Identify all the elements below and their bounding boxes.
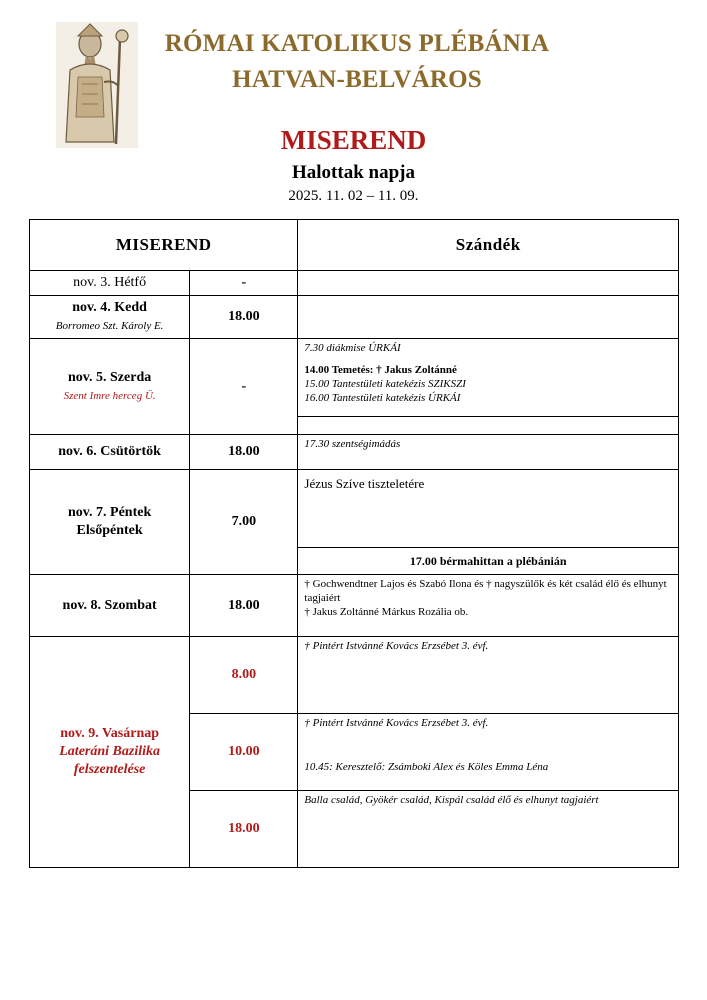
day-label: nov. 4. Kedd	[72, 300, 147, 315]
table-row	[30, 271, 679, 296]
intention-line: 16.00 Tantestületi katekézis ÚRKÁI	[304, 392, 461, 404]
intention-line: † Pintért Istvánné Kovács Erzsébet 3. évf.	[304, 717, 489, 729]
table-row	[30, 339, 679, 417]
intention-line: 10.45: Keresztelő: Zsámboki Alex és Köles Emma Léna	[304, 761, 549, 773]
intention-cell: † Pintért Istvánné Kovács Erzsébet 3. évf.	[298, 637, 679, 714]
day-cell	[30, 435, 190, 470]
note-cell: 17.00 bérmahittan a plébánián	[298, 548, 679, 575]
date-range: 2025. 11. 02 – 11. 09.	[288, 188, 419, 204]
intention-cell	[298, 714, 679, 791]
time-cell: 18.00	[190, 296, 298, 339]
mass-schedule-table	[29, 219, 679, 868]
day-cell	[30, 296, 190, 339]
intention-cell	[298, 575, 679, 637]
table-row	[30, 470, 679, 548]
day-label: nov. 9. Vasárnap	[60, 726, 160, 741]
intention-line: 14.00 Temetés: † Jakus Zoltánné	[304, 364, 457, 376]
table-row	[30, 435, 679, 470]
time-cell: 10.00	[190, 714, 298, 791]
day-cell	[30, 637, 190, 868]
page-subtitle: Halottak napja	[292, 162, 415, 183]
intention-cell	[298, 296, 679, 339]
intention-cell: 17.30 szentségimádás	[298, 435, 679, 470]
intention-cell	[298, 417, 679, 435]
table-row	[30, 296, 679, 339]
intention-line: † Gochwendtner Lajos és Szabó Ilona és † nagyszülők és két család élő és elhunyt tagjaiért	[304, 578, 667, 604]
time-cell: 18.00	[190, 791, 298, 868]
time-cell: -	[190, 339, 298, 435]
intention-cell: Balla család, Gyökér család, Kispál család élő és elhunyt tagjaiért	[298, 791, 679, 868]
intention-header: Szándék	[298, 220, 679, 271]
feast-label: Lateráni Bazilika	[59, 744, 160, 759]
day-cell	[30, 575, 190, 637]
table-row	[30, 575, 679, 637]
day-label: nov. 5. Szerda	[68, 369, 152, 385]
day-label: nov. 3. Hétfő	[73, 275, 147, 290]
day-label: nov. 7. Péntek	[68, 505, 152, 520]
table-header-row	[30, 220, 679, 271]
time-cell: 18.00	[190, 575, 298, 637]
schedule-header: MISEREND	[30, 220, 298, 271]
time-cell: 7.00	[190, 470, 298, 575]
time-cell: -	[190, 271, 298, 296]
day-cell	[30, 339, 190, 435]
day-sublabel: Elsőpéntek	[76, 523, 143, 538]
day-label: nov. 8. Szombat	[62, 597, 157, 613]
day-label: nov. 6. Csütörtök	[58, 444, 161, 459]
feast-label: Szent Imre herceg Ü.	[63, 389, 156, 402]
table-row	[30, 637, 679, 714]
parish-name-line2: HATVAN-BELVÁROS	[232, 66, 482, 93]
intention-cell	[298, 271, 679, 296]
time-cell: 18.00	[190, 435, 298, 470]
time-cell: 8.00	[190, 637, 298, 714]
intention-line: 15.00 Tantestületi katekézis SZIKSZI	[304, 378, 466, 390]
parish-name-line1: RÓMAI KATOLIKUS PLÉBÁNIA	[164, 30, 550, 57]
intention-line: 7.30 diákmise ÚRKÁI	[304, 342, 401, 354]
intention-cell: Jézus Szíve tiszteletére	[298, 470, 679, 548]
day-cell	[30, 470, 190, 575]
day-cell	[30, 271, 190, 296]
feast-label: felszentelése	[73, 762, 146, 777]
page-title: MISEREND	[280, 125, 427, 155]
intention-cell	[298, 339, 679, 417]
intention-line: † Jakus Zoltánné Márkus Rozália ob.	[304, 606, 469, 618]
feast-label: Borromeo Szt. Károly E.	[55, 320, 164, 332]
